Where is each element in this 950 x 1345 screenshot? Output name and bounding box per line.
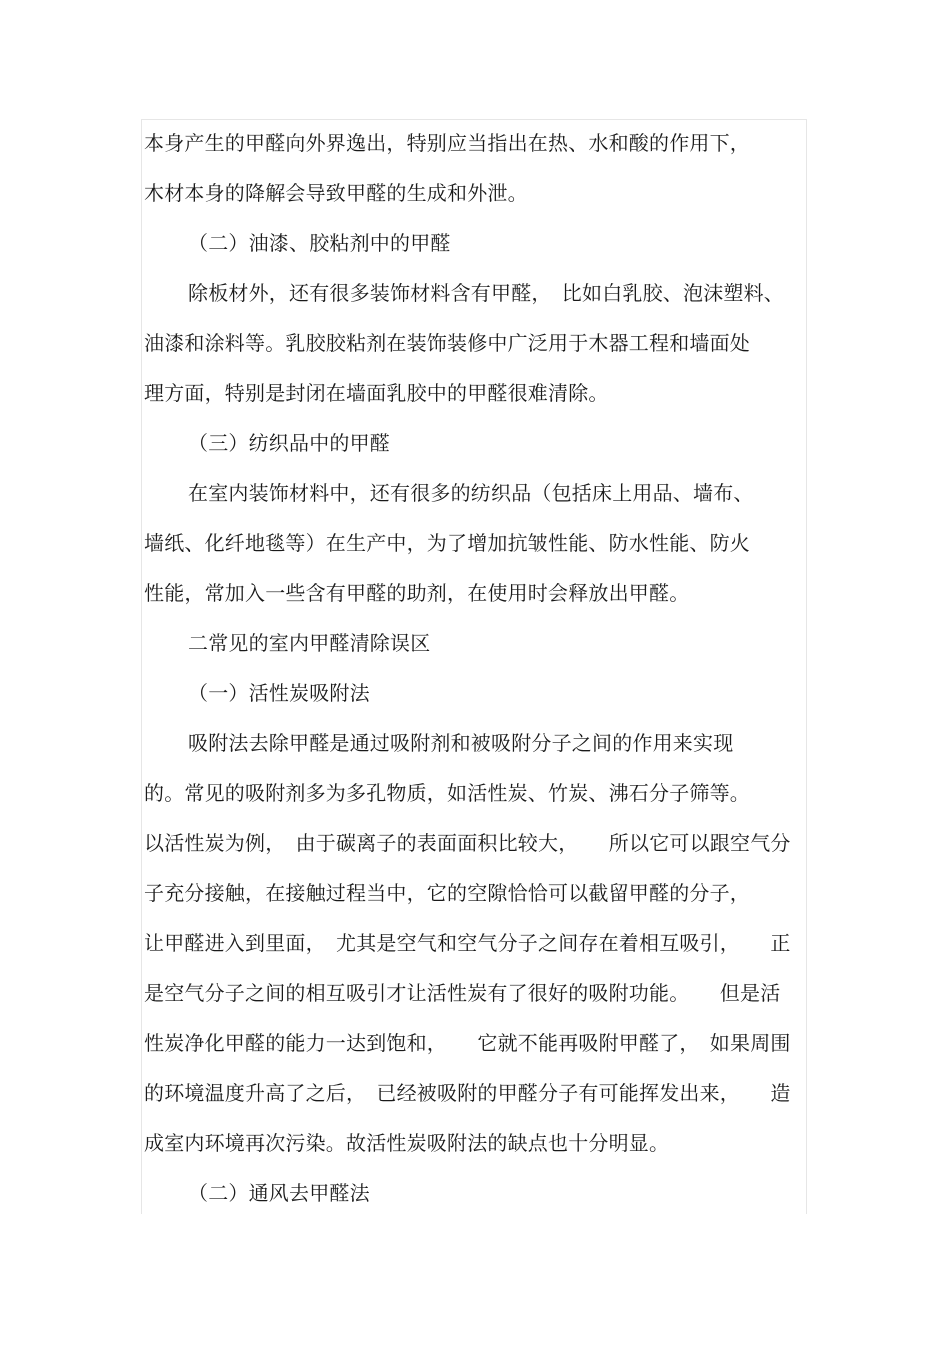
paragraph-line: 子充分接触，在接触过程当中，它的空隙恰恰可以截留甲醛的分子， [144, 881, 750, 905]
section-heading: （二）油漆、胶粘剂中的甲醛 [188, 231, 451, 255]
paragraph-line: 性能，常加入一些含有甲醛的助剂，在使用时会释放出甲醛。 [144, 581, 690, 605]
paragraph-line: 墙纸、化纤地毯等）在生产中，为了增加抗皱性能、防水性能、防火 [144, 531, 750, 555]
paragraph-line: 的环境温度升高了之后， 已经被吸附的甲醛分子有可能挥发出来， 造 [144, 1081, 791, 1105]
paragraph-line: 木材本身的降解会导致甲醛的生成和外泄。 [144, 181, 528, 205]
paragraph-line: 油漆和涂料等。乳胶胶粘剂在装饰装修中广泛用于木器工程和墙面处 [144, 331, 750, 355]
section-heading: （一）活性炭吸附法 [188, 681, 370, 705]
paragraph-line: 是空气分子之间的相互吸引才让活性炭有了很好的吸附功能。 但是活 [144, 981, 781, 1005]
paragraph-line: 本身产生的甲醛向外界逸出，特别应当指出在热、水和酸的作用下， [144, 131, 750, 155]
paragraph-line: 的。常见的吸附剂多为多孔物质，如活性炭、竹炭、沸石分子筛等。 [144, 781, 750, 805]
paragraph-line: 以活性炭为例， 由于碳离子的表面面积比较大， 所以它可以跟空气分 [144, 831, 791, 855]
section-heading: 二常见的室内甲醛清除误区 [188, 631, 431, 655]
paragraph-line: 除板材外，还有很多装饰材料含有甲醛， 比如白乳胶、泡沫塑料、 [188, 281, 784, 305]
paragraph-line: 在室内装饰材料中，还有很多的纺织品（包括床上用品、墙布、 [188, 481, 754, 505]
paragraph-line: 吸附法去除甲醛是通过吸附剂和被吸附分子之间的作用来实现 [188, 731, 734, 755]
paragraph-line: 性炭净化甲醛的能力一达到饱和， 它就不能再吸附甲醛了， 如果周围 [144, 1031, 791, 1055]
paragraph-line: 成室内环境再次污染。故活性炭吸附法的缺点也十分明显。 [144, 1131, 670, 1155]
section-heading: （三）纺织品中的甲醛 [188, 431, 390, 455]
section-heading: （二）通风去甲醛法 [188, 1181, 370, 1205]
paragraph-line: 让甲醛进入到里面， 尤其是空气和空气分子之间存在着相互吸引， 正 [144, 931, 791, 955]
paragraph-line: 理方面，特别是封闭在墙面乳胶中的甲醛很难清除。 [144, 381, 609, 405]
